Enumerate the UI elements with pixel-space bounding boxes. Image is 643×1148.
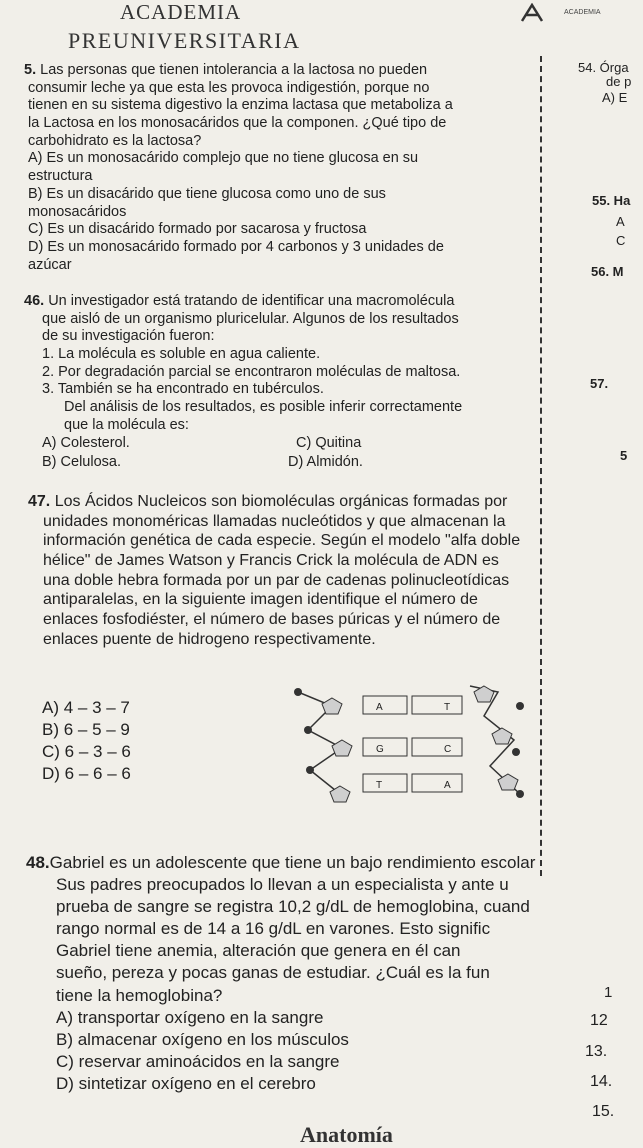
q45-line-2: consumir leche ya que esta les provoca indigestión, porque no — [28, 79, 430, 96]
footer-word: Anatomía — [300, 1122, 393, 1147]
base-box-3 — [363, 738, 407, 756]
q56-title: 56. M — [591, 264, 624, 279]
q46-line-7: Del análisis de los resultados, es posible inferir correctamente — [64, 399, 463, 416]
q46-option-b: B) Celulosa. — [42, 453, 121, 470]
q46-line-8: que la molécula es: — [64, 416, 189, 433]
q54-subtitle: de p — [606, 74, 632, 89]
q55-option-a: A — [616, 214, 625, 229]
q45-line-5: carbohidrato es la lactosa? — [28, 132, 202, 149]
base-box-6 — [412, 774, 462, 792]
q48-line-1: 48.Gabriel es un adolescente que tiene un bajo rendimiento escolar — [26, 853, 536, 872]
sugar-left-2 — [332, 740, 352, 756]
base-box-1 — [363, 696, 407, 714]
q46-line-2: que aisló de un organismo pluricelular. Algunos de los resultados — [42, 310, 459, 327]
phosphate-3 — [306, 766, 314, 774]
q47-line-5: una doble hebra formada por un par de cadenas polinucleotídicas — [43, 571, 510, 589]
q46-line-1: 46. Un investigador está tratando de identificar una macromolécula — [24, 293, 455, 309]
base-box-2 — [412, 696, 462, 714]
base-label-4: C — [444, 744, 452, 755]
base-label-2: T — [444, 702, 451, 713]
q57-title: 57. — [590, 376, 609, 391]
right-num-14: 14. — [590, 1073, 613, 1090]
q47-option-c: C) 6 – 3 – 6 — [42, 742, 131, 762]
q46-result-1: 1. La molécula es soluble en agua caliente. — [42, 346, 321, 363]
q48-line-5: Gabriel tiene anemia, alteración que genera en él can — [56, 941, 461, 961]
question-45 — [24, 62, 539, 274]
q54-title: 54. Órga — [578, 60, 629, 75]
q47-option-d: D) 6 – 6 – 6 — [42, 764, 131, 784]
q47-line-8: enlaces puente de hidrogeno respectivamente. — [43, 630, 376, 648]
q58-partial: 5 — [620, 448, 628, 463]
q45-option-a-cont: estructura — [28, 168, 93, 185]
right-num-12: 12 — [590, 1012, 608, 1029]
q48-line-7: tiene la hemoglobina? — [56, 985, 223, 1005]
q47-line-1: 47. Los Ácidos Nucleicos son biomoléculas orgánicas formadas por — [28, 493, 508, 510]
q47-number: 47. — [28, 493, 51, 510]
right-num-15: 15. — [592, 1103, 615, 1120]
q47-options — [42, 697, 131, 785]
phosphate-6 — [516, 790, 524, 798]
sugar-left-1 — [322, 698, 342, 714]
q47-line-2: unidades monoméricas llamadas nucleótidos y que almacenan la — [43, 512, 506, 530]
academy-title: ACADEMIA — [120, 0, 242, 24]
q48-line-3: prueba de sangre se registra 10,2 g/dL de hemoglobina, cuand — [56, 897, 530, 917]
q48-line-2: Sus padres preocupados lo llevan a un especialista y ante u — [56, 875, 509, 895]
base-box-4 — [412, 738, 462, 756]
q47-option-b: B) 6 – 5 – 9 — [42, 720, 130, 740]
q48-line-6: sueño, pereza y pocas ganas de estudiar. ¿Cuál es la fun — [56, 963, 490, 983]
q47-line-7: enlaces fosfodiéster, el número de bases púricas y el número de — [43, 611, 501, 629]
q46-number: 46. — [24, 293, 45, 309]
right-num-13: 13. — [585, 1043, 608, 1060]
q55-option-c: C — [616, 233, 626, 248]
q45-option-d: D) Es un monosacárido formado por 4 carbonos y 3 unidades de — [28, 238, 444, 255]
q45-option-c: C) Es un disacárido formado por sacarosa y fructosa — [28, 221, 367, 238]
q48-number: 48. — [26, 853, 50, 872]
q45-option-b-cont: monosacáridos — [28, 203, 127, 220]
q45-line-4: la Lactosa en los monosacáridos que la componen. ¿Qué tipo de — [28, 115, 447, 132]
question-46 — [24, 293, 539, 473]
phosphate-1 — [294, 688, 302, 696]
base-label-3: G — [376, 744, 384, 755]
phosphate-4 — [516, 702, 524, 710]
q48-line-4: rango normal es de 14 a 16 g/dL en varones. Esto signific — [56, 919, 491, 939]
q46-option-d: D) Almidón. — [288, 453, 363, 470]
q46-result-2: 2. Por degradación parcial se encontraron moléculas de maltosa. — [42, 363, 461, 380]
academy-logo — [520, 3, 630, 27]
q47-line-6: antiparalelas, en la siguiente imagen identifique el número de — [43, 591, 478, 609]
q45-option-a: A) Es un monosacárido complejo que no tiene glucosa en su — [28, 150, 419, 167]
q45-line-1: 5. Las personas que tienen intolerancia a la lactosa no pueden — [24, 62, 428, 78]
question-48 — [26, 852, 643, 1095]
phosphate-5 — [512, 748, 520, 756]
question-47 — [28, 492, 588, 649]
base-label-6: A — [444, 780, 451, 791]
logo-graphic — [520, 3, 630, 25]
q45-option-b: B) Es un disacárido que tiene glucosa como uno de sus — [28, 185, 386, 202]
base-box-5 — [363, 774, 407, 792]
q46-result-3: 3. También se ha encontrado en tubérculos. — [42, 381, 324, 398]
q48-option-a: A) transportar oxígeno en la sangre — [56, 1007, 324, 1027]
q48-option-c: C) reservar aminoácidos en la sangre — [56, 1051, 340, 1071]
phosphate-2 — [304, 726, 312, 734]
q48-option-d: D) sintetizar oxígeno en el cerebro — [56, 1073, 316, 1093]
q46-option-c: C) Quitina — [296, 434, 362, 451]
academy-subtitle: PREUNIVERSITARIA — [68, 28, 301, 53]
q54-option: A) E — [602, 90, 628, 105]
q45-number: 5. — [24, 62, 37, 78]
q46-line-3: de su investigación fueron: — [42, 328, 215, 345]
q55-title: 55. Ha — [592, 193, 631, 208]
q45-line-3: tienen en su sistema digestivo la enzima lactasa que metaboliza a — [28, 97, 453, 114]
base-label-5: T — [376, 780, 383, 791]
right-num-1: 1 — [604, 984, 613, 1001]
sugar-right-2 — [492, 728, 512, 744]
sugar-right-1 — [474, 686, 494, 702]
q46-option-a: A) Colesterol. — [42, 434, 130, 451]
logo-text: ACADEMIA — [564, 9, 601, 16]
q47-line-4: hélice" de James Watson y Francis Crick la molécula de ADN es — [43, 552, 499, 570]
q47-option-a: A) 4 – 3 – 7 — [42, 698, 130, 717]
q47-line-3: información genética de cada especie. Según el modelo "alfa doble — [43, 532, 521, 550]
dna-diagram — [268, 670, 548, 806]
base-label-1: A — [376, 702, 383, 713]
q45-option-d-cont: azúcar — [28, 256, 72, 273]
q48-option-b: B) almacenar oxígeno en los músculos — [56, 1029, 349, 1049]
